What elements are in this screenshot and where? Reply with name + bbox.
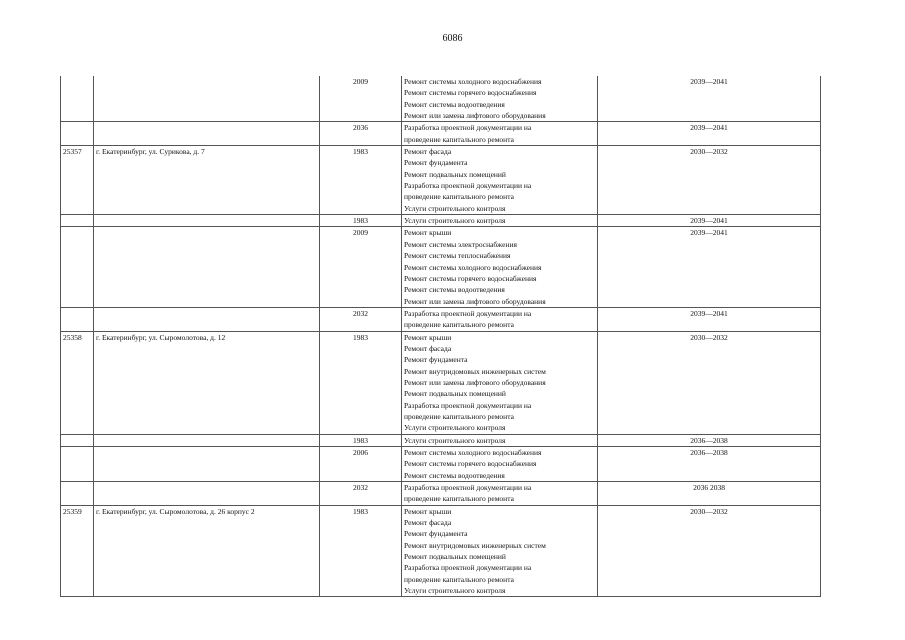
table-row bbox=[61, 331, 821, 434]
work-item: Ремонт или замена лифтового оборудования bbox=[404, 296, 546, 306]
year-cell: 2009 bbox=[320, 227, 402, 307]
work-item: проведение капитального ремонта bbox=[404, 494, 514, 504]
works-cell bbox=[402, 215, 598, 227]
building-address-cell bbox=[94, 227, 320, 307]
period-cell: 2039—2041 bbox=[598, 227, 821, 307]
table-row bbox=[61, 505, 821, 597]
year-cell: 2032 bbox=[320, 307, 402, 331]
year-cell: 1983 bbox=[320, 331, 402, 434]
work-item: проведение капитального ремонта bbox=[404, 192, 514, 202]
period-cell: 2030—2032 bbox=[598, 505, 821, 597]
building-address-cell bbox=[94, 76, 320, 122]
work-item: Разработка проектной документации на bbox=[404, 400, 532, 410]
works-cell bbox=[402, 482, 598, 506]
work-item: Услуги строительного контроля bbox=[404, 435, 506, 445]
period-cell: 2030—2032 bbox=[598, 331, 821, 434]
building-id-cell bbox=[61, 122, 94, 146]
building-address-cell: г. Екатеринбург, ул. Сурикова, д. 7 bbox=[94, 146, 320, 215]
building-address-cell bbox=[94, 482, 320, 506]
works-cell bbox=[402, 76, 598, 122]
building-address-cell bbox=[94, 434, 320, 446]
work-item: Ремонт системы горячего водоснабжения bbox=[404, 273, 537, 283]
period-cell: 2039—2041 bbox=[598, 122, 821, 146]
building-id-cell: 25359 bbox=[61, 505, 94, 597]
work-item: Ремонт системы холодного водоснабжения bbox=[404, 448, 542, 457]
work-item: проведение капитального ремонта bbox=[404, 320, 514, 330]
work-item: Ремонт внутридомовых инженерных систем bbox=[404, 366, 546, 376]
work-item: Ремонт системы холодного водоснабжения bbox=[404, 77, 542, 86]
work-item: Ремонт внутридомовых инженерных систем bbox=[404, 540, 546, 550]
building-address-cell bbox=[94, 215, 320, 227]
work-item: Ремонт фасада bbox=[404, 147, 452, 157]
period-cell: 2036—2038 bbox=[598, 447, 821, 482]
works-cell bbox=[402, 434, 598, 446]
building-id-cell bbox=[61, 434, 94, 446]
work-item: Услуги строительного контроля bbox=[404, 586, 506, 596]
table-row bbox=[61, 434, 821, 446]
period-cell: 2036—2038 bbox=[598, 434, 821, 446]
work-item: Услуги строительного контроля bbox=[404, 203, 506, 213]
table-row bbox=[61, 447, 821, 482]
building-id-cell bbox=[61, 215, 94, 227]
year-cell: 2006 bbox=[320, 447, 402, 482]
works-cell bbox=[402, 447, 598, 482]
year-cell: 1983 bbox=[320, 215, 402, 227]
works-cell bbox=[402, 307, 598, 331]
work-item: Ремонт системы электроснабжения bbox=[404, 239, 517, 249]
table-row bbox=[61, 215, 821, 227]
works-cell bbox=[402, 146, 598, 215]
building-id-cell bbox=[61, 307, 94, 331]
work-item: Ремонт крыши bbox=[404, 228, 452, 238]
works-cell bbox=[402, 227, 598, 307]
building-id-cell bbox=[61, 447, 94, 482]
work-item: Услуги строительного контроля bbox=[404, 216, 506, 226]
table-row bbox=[61, 146, 821, 215]
building-id-cell bbox=[61, 482, 94, 506]
work-item: Ремонт фундамента bbox=[404, 529, 468, 539]
work-item: Ремонт системы водоотведения bbox=[404, 470, 505, 480]
year-cell: 2009 bbox=[320, 76, 402, 122]
year-cell: 2036 bbox=[320, 122, 402, 146]
works-cell bbox=[402, 122, 598, 146]
period-cell: 2039—2041 bbox=[598, 215, 821, 227]
work-item: Ремонт системы горячего водоснабжения bbox=[404, 88, 537, 98]
work-item: Ремонт системы горячего водоснабжения bbox=[404, 459, 537, 469]
work-item: Ремонт подвальных помещений bbox=[404, 389, 506, 399]
table-row bbox=[61, 482, 821, 506]
work-item: Разработка проектной документации на bbox=[404, 483, 532, 493]
work-item: проведение капитального ремонта bbox=[404, 134, 514, 144]
work-item: Ремонт фасада bbox=[404, 343, 452, 353]
period-cell: 2036 2038 bbox=[598, 482, 821, 506]
year-cell: 1983 bbox=[320, 505, 402, 597]
page-number: 6086 bbox=[442, 33, 463, 44]
work-item: Ремонт подвальных помещений bbox=[404, 169, 506, 179]
work-item: Ремонт фундамента bbox=[404, 158, 468, 168]
building-address-cell: г. Екатеринбург, ул. Сыромолотова, д. 12 bbox=[94, 331, 320, 434]
building-address-cell bbox=[94, 307, 320, 331]
work-item: Разработка проектной документации на bbox=[404, 308, 532, 318]
work-item: Разработка проектной документации на bbox=[404, 181, 532, 191]
building-address-cell: г. Екатеринбург, ул. Сыромолотова, д. 26 корпус 2 bbox=[94, 505, 320, 597]
work-item: Ремонт фундамента bbox=[404, 355, 468, 365]
works-cell bbox=[402, 331, 598, 434]
work-item: Ремонт крыши bbox=[404, 506, 452, 516]
year-cell: 1983 bbox=[320, 434, 402, 446]
work-item: Разработка проектной документации на bbox=[404, 123, 532, 133]
works-cell bbox=[402, 505, 598, 597]
year-cell: 2032 bbox=[320, 482, 402, 506]
period-cell: 2039—2041 bbox=[598, 76, 821, 122]
work-item: Ремонт системы теплоснабжения bbox=[404, 251, 511, 261]
period-cell: 2030—2032 bbox=[598, 146, 821, 215]
year-cell: 1983 bbox=[320, 146, 402, 215]
building-id-cell bbox=[61, 76, 94, 122]
table-row bbox=[61, 76, 821, 122]
building-id-cell: 25358 bbox=[61, 331, 94, 434]
work-item: Ремонт системы водоотведения bbox=[404, 285, 505, 295]
work-item: проведение капитального ремонта bbox=[404, 574, 514, 584]
table-body bbox=[61, 76, 821, 597]
work-item: Ремонт или замена лифтового оборудования bbox=[404, 377, 546, 387]
capital-repair-table bbox=[60, 76, 821, 597]
building-id-cell: 25357 bbox=[61, 146, 94, 215]
work-item: Ремонт или замена лифтового оборудования bbox=[404, 111, 546, 121]
work-item: проведение капитального ремонта bbox=[404, 411, 514, 421]
work-item: Ремонт системы холодного водоснабжения bbox=[404, 262, 542, 272]
work-item: Ремонт фасада bbox=[404, 518, 452, 528]
work-item: Ремонт системы водоотведения bbox=[404, 99, 505, 109]
work-item: Услуги строительного контроля bbox=[404, 423, 506, 433]
table-row bbox=[61, 122, 821, 146]
work-item: Разработка проектной документации на bbox=[404, 563, 532, 573]
building-address-cell bbox=[94, 122, 320, 146]
building-address-cell bbox=[94, 447, 320, 482]
period-cell: 2039—2041 bbox=[598, 307, 821, 331]
building-id-cell bbox=[61, 227, 94, 307]
work-item: Ремонт крыши bbox=[404, 332, 452, 342]
table-row bbox=[61, 227, 821, 307]
table-row bbox=[61, 307, 821, 331]
work-item: Ремонт подвальных помещений bbox=[404, 552, 506, 562]
